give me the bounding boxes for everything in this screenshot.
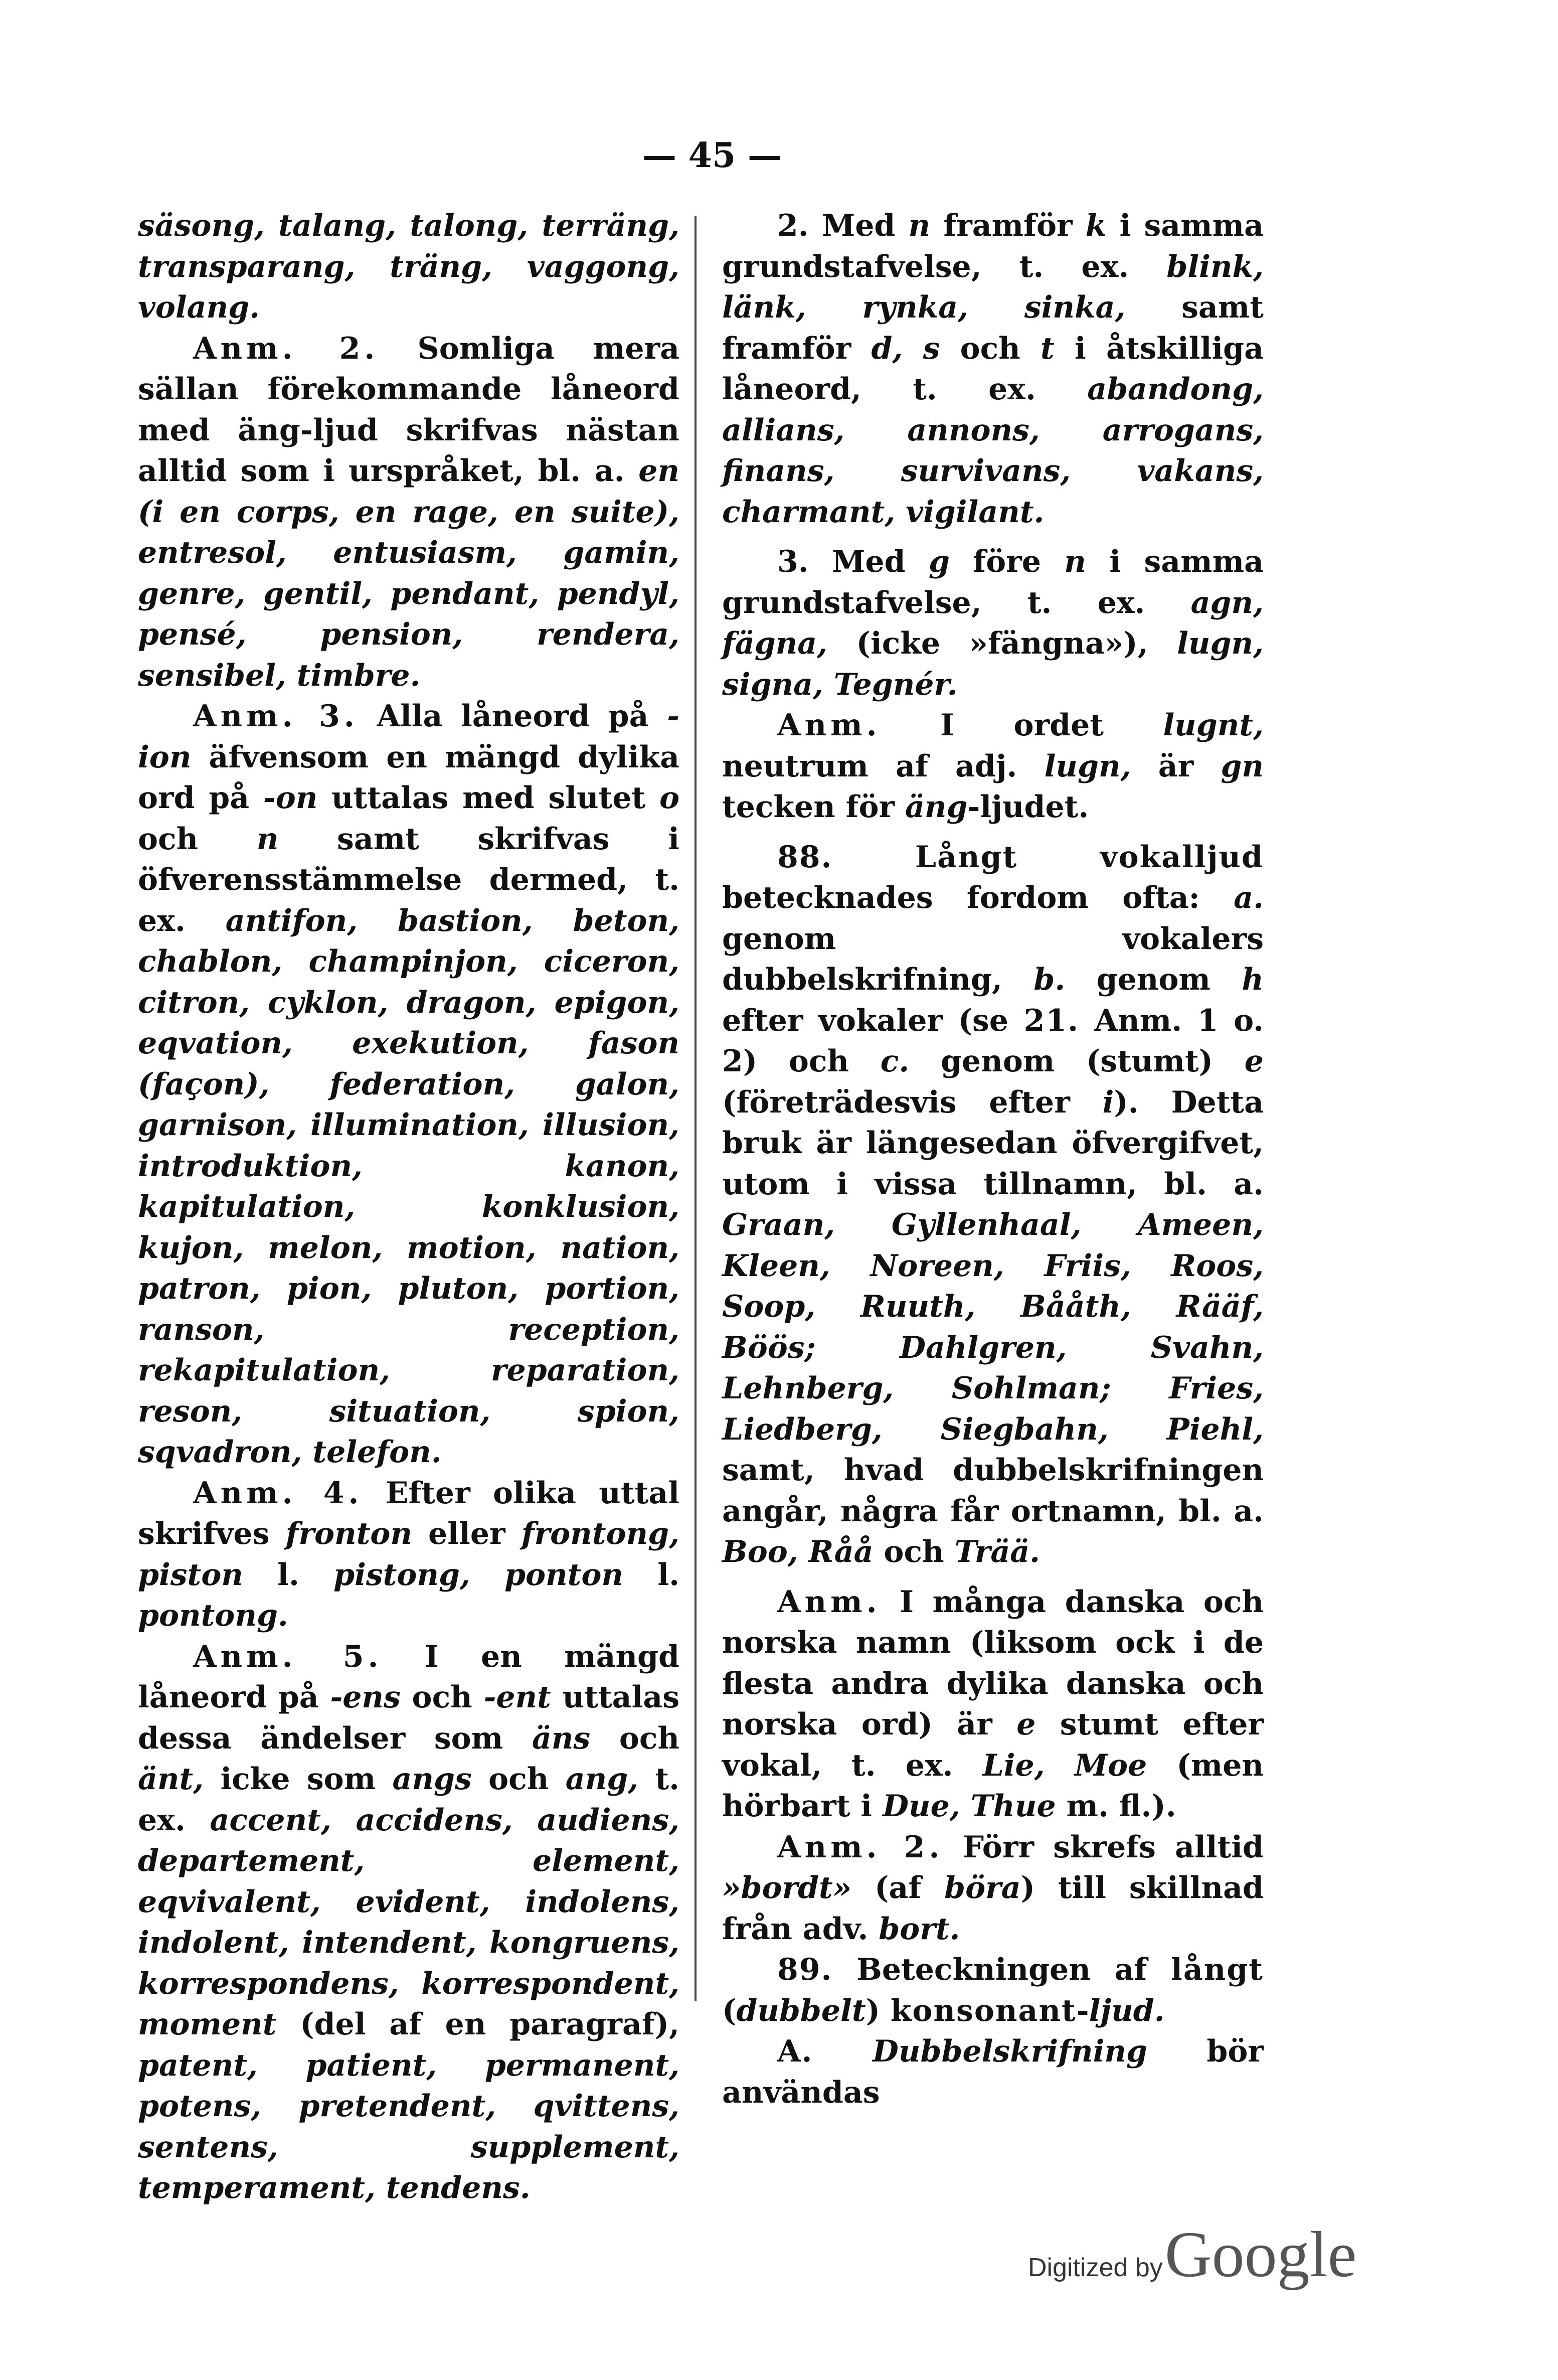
note-5: Anm. 5. I en mängd låneord på -ens och -ent uttalas dessa ändelser som äns och änt, icke som angs och ang, t. ex. accent, accidens, audiens, departement, element, eqvivalent, evident, indolens, indolent, intendent, kongruens, korrespondens, korrespondent, moment (del af en paragraf), patent, patient, permanent, potens, pretendent, qvittens, sentens, supplement, temperament, tendens.	[138, 1639, 679, 2205]
point-3: 3. Med g före n i samma grundstafvelse, t. ex. agn, fägna, (icke »fängna»), lugn, signa, Tegnér.	[722, 544, 1264, 702]
page-number: — 45 —	[642, 135, 782, 176]
point-2: 2. Med n framför k i samma grundstafvelse, t. ex. blink, länk, rynka, sinka, samt framför d, s och t i åtskilliga låneord, t. ex. abandong, allians, annons, arrogans, finans, survivans, vakans, charmant, vigilant.	[722, 208, 1264, 530]
left-column	[138, 206, 679, 2209]
note-2: Anm. 2. Somliga mera sällan förekommande låneord med äng-ljud skrifvas nästan alltid som i urspråket, bl. a. en (i en corps, en rage, en suite), entresol, entusiasm, gamin, genre, gentil, pendant, pendyl, pensé, pension, rendera, sensibel, timbre.	[138, 331, 679, 693]
paragraph-continuation: säsong, talang, talong, terräng, transparang, träng, vaggong, volang.	[138, 208, 679, 325]
google-logo: Google	[1164, 2218, 1357, 2291]
section-89-a: A. Dubbelskrifning bör användas	[722, 2034, 1264, 2110]
section-88: 88. Långt vokalljud betecknades fordom ofta: a. genom vokalers dubbelskrifning, b. genom h efter vokaler (se 21. Anm. 1 o. 2) och c. genom (stumt) e (företrädesvis efter i). Detta bruk är längesedan öfvergifvet, utom i vissa tillnamn, bl. a. Graan, Gyllenhaal, Ameen, Kleen, Noreen, Friis, Roos, Soop, Ruuth, Bååth, Rääf, Böös; Dahlgren, Svahn, Lehnberg, Sohlman; Fries, Liedberg, Siegbahn, Piehl, samt, hvad dubbelskrifningen angår, några får ortnamn, bl. a. Boo, Råå och Trää.	[722, 839, 1264, 1569]
column-divider	[695, 216, 697, 2001]
note-4: Anm. 4. Efter olika uttal skrifves fronton eller frontong, piston l. pistong, ponton l. pontong.	[138, 1475, 679, 1633]
note-bordt: Anm. 2. Förr skrefs alltid »bordt» (af böra) till skillnad från adv. bort.	[722, 1829, 1264, 1947]
note-danish-names: Anm. I många danska och norska namn (liksom ock i de flesta andra dylika danska och norska ord) är e stumt efter vokal, t. ex. Lie, Moe (men hörbart i Due, Thue m. fl.).	[722, 1584, 1264, 1824]
note-lugnt: Anm. I ordet lugnt, neutrum af adj. lugn, är gn tecken för äng-ljudet.	[722, 708, 1264, 825]
digitized-by-google-watermark	[1028, 2217, 1357, 2292]
section-89: 89. Beteckningen af långt (dubbelt) konsonant-ljud.	[722, 1952, 1264, 2028]
section-88-heading: Långt vokalljud	[832, 839, 1264, 875]
note-3: Anm. 3. Alla låneord på -ion äfvensom en mängd dylika ord på -on uttalas med slutet o och n samt skrifvas i öfverensstämmelse dermed, t. ex. antifon, bastion, beton, chablon, champinjon, ciceron, citron, cyklon, dragon, epigon, eqvation, exekution, fason (façon), federation, galon, garnison, illumination, illusion, introduktion, kanon, kapitulation, konklusion, kujon, melon, motion, nation, patron, pion, pluton, portion, ranson, reception, rekapitulation, reparation, reson, situation, spion, sqvadron, telefon.	[138, 699, 680, 1470]
right-column	[722, 206, 1264, 2113]
digitized-by-label: Digitized by	[1028, 2253, 1163, 2282]
